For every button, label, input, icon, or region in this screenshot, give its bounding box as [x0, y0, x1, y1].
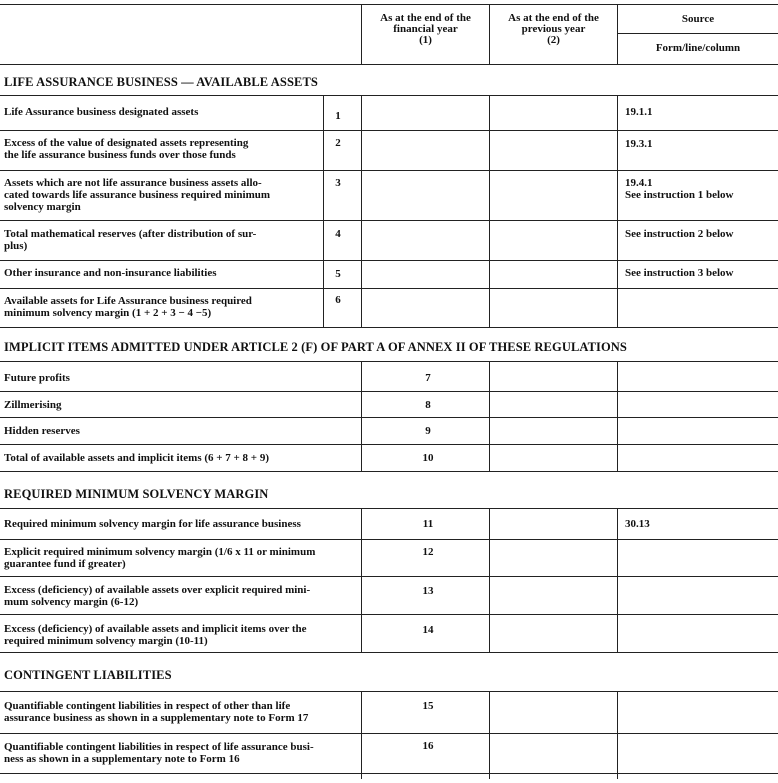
section-rule: [0, 691, 778, 692]
row-rule: [0, 614, 778, 615]
column-2-header-line: previous year: [521, 23, 586, 35]
line-number: 15: [422, 700, 434, 712]
row-label: mum solvency margin (6-12): [4, 596, 139, 608]
row-label: Excess of the value of designated assets representing: [4, 137, 249, 149]
header-bottom-rule: [0, 64, 778, 65]
row-rule: [0, 288, 778, 289]
row-label: assurance business as shown in a supplementary note to Form 17: [4, 712, 309, 724]
line-number: 7: [425, 372, 431, 384]
row-rule: [0, 260, 778, 261]
row-label: the life assurance business funds over those funds: [4, 149, 236, 161]
section-rule: [0, 508, 778, 509]
section-heading: REQUIRED MINIMUM SOLVENCY MARGIN: [4, 487, 269, 501]
grid-line: [361, 508, 362, 653]
column-1-header-line: financial year: [393, 23, 458, 35]
column-1-header-line: As at the end of the: [380, 12, 471, 24]
source-ref: See instruction 2 below: [625, 228, 734, 240]
row-label: Explicit required minimum solvency margin (1/6 x 11 or minimum: [4, 546, 316, 558]
source-ref: 19.4.1: [625, 177, 653, 189]
column-1-header-line: (1): [419, 34, 432, 46]
row-rule: [0, 539, 778, 540]
row-label: Required minimum solvency margin for life assurance business: [4, 518, 301, 530]
row-label: plus): [4, 240, 28, 252]
row-rule: [0, 471, 778, 472]
line-number: 8: [425, 399, 431, 411]
grid-line: [617, 691, 618, 779]
section-heading: LIFE ASSURANCE BUSINESS — AVAILABLE ASSETS: [4, 75, 318, 89]
row-rule: [0, 327, 778, 328]
row-label: Zillmerising: [4, 399, 62, 411]
line-number: 13: [422, 585, 434, 597]
source-ref: 19.1.1: [625, 106, 653, 118]
row-label: solvency margin: [4, 201, 81, 213]
row-label: minimum solvency margin (1 + 2 + 3 − 4 −5): [4, 307, 212, 319]
row-rule: [0, 444, 778, 445]
row-label: Excess (deficiency) of available assets over explicit required mini-: [4, 584, 311, 596]
row-rule: [0, 170, 778, 171]
section-rule: [0, 361, 778, 362]
line-number: 6: [335, 294, 341, 306]
line-number: 12: [422, 546, 434, 558]
line-number: 1: [335, 110, 341, 122]
row-label: Available assets for Life Assurance business required: [4, 295, 252, 307]
row-label: cated towards life assurance business required minimum: [4, 189, 271, 201]
row-label: Total mathematical reserves (after distribution of sur-: [4, 228, 257, 240]
row-label: Hidden reserves: [4, 425, 80, 437]
row-rule: [0, 417, 778, 418]
line-number: 3: [335, 177, 341, 189]
row-label: required minimum solvency margin (10-11): [4, 635, 208, 647]
line-number: 16: [422, 740, 434, 752]
line-number: 10: [422, 452, 434, 464]
row-rule: [0, 733, 778, 734]
grid-line: [617, 508, 618, 653]
line-number: 14: [422, 624, 434, 636]
column-2-header-line: As at the end of the: [508, 12, 599, 24]
source-ref: See instruction 3 below: [625, 267, 734, 279]
row-rule: [0, 576, 778, 577]
grid-line: [489, 508, 490, 653]
top-rule: [0, 4, 778, 5]
row-rule: [0, 391, 778, 392]
form-line-column-header: Form/line/column: [655, 42, 741, 54]
row-rule: [0, 220, 778, 221]
row-label: Quantifiable contingent liabilities in respect of other than life: [4, 700, 291, 712]
source-header: Source: [681, 13, 715, 25]
row-label: Other insurance and non-insurance liabilities: [4, 267, 217, 279]
line-number: 9: [425, 425, 431, 437]
section-heading: IMPLICIT ITEMS ADMITTED UNDER ARTICLE 2 (F) OF PART A OF ANNEX II OF THESE REGULATIONS: [4, 340, 627, 354]
line-number: 4: [335, 228, 341, 240]
bottom-rule: [0, 773, 778, 774]
line-number: 5: [335, 268, 341, 280]
row-label: Life Assurance business designated assets: [4, 106, 199, 118]
row-label: Future profits: [4, 372, 70, 384]
row-rule: [0, 652, 778, 653]
line-number: 11: [422, 518, 434, 530]
grid-line: [361, 691, 362, 779]
row-label: ness as shown in a supplementary note to Form 16: [4, 753, 240, 765]
column-1-header: [362, 13, 489, 46]
row-rule: [0, 130, 778, 131]
section-rule: [0, 95, 778, 96]
section-heading: CONTINGENT LIABILITIES: [4, 668, 172, 682]
source-header-rule: [618, 33, 778, 34]
column-2-header: [490, 13, 617, 46]
row-label: Total of available assets and implicit items (6 + 7 + 8 + 9): [4, 452, 269, 464]
source-ref: See instruction 1 below: [625, 189, 734, 201]
row-label: Quantifiable contingent liabilities in respect of life assurance busi-: [4, 741, 314, 753]
source-ref: 19.3.1: [625, 138, 653, 150]
row-label: Assets which are not life assurance business assets allo-: [4, 177, 262, 189]
line-number: 2: [335, 137, 341, 149]
grid-line: [489, 691, 490, 779]
row-label: Excess (deficiency) of available assets and implicit items over the: [4, 623, 307, 635]
column-2-header-line: (2): [547, 34, 560, 46]
row-label: guarantee fund if greater): [4, 558, 126, 570]
source-ref: 30.13: [625, 518, 650, 530]
